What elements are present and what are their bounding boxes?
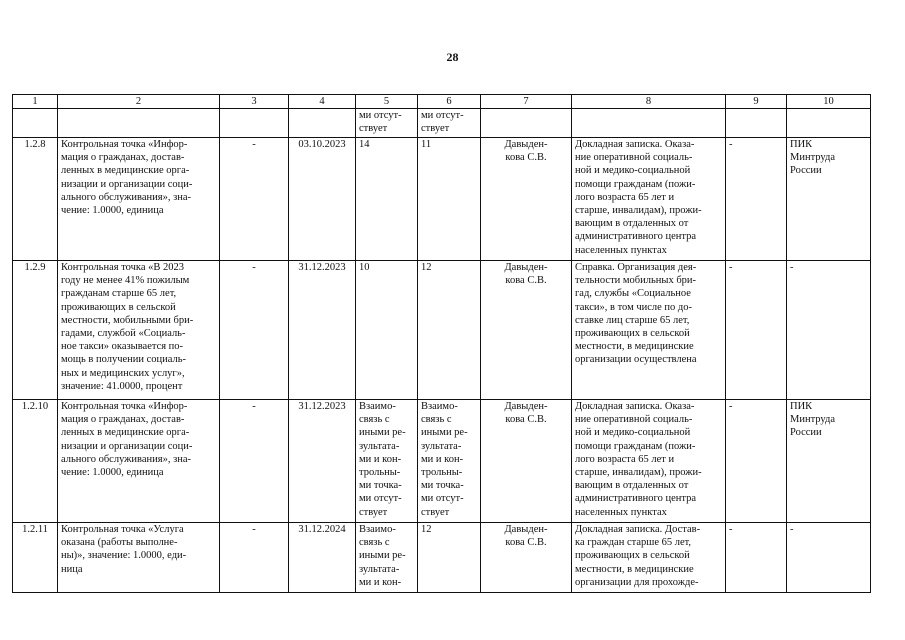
cell: ми отсут- ствует: [356, 109, 418, 138]
continuation-row: [13, 109, 871, 138]
responsible-person: Давыден- кова С.В.: [481, 523, 572, 593]
header-row: [13, 95, 871, 109]
cell: [787, 109, 871, 138]
control-point-description: Контрольная точка «В 2023 году не менее 41% пожилым гражданам старше 65 лет, проживающих в сельской местности, мобильными бри- гадами, службой «Социаль- ное такси» оказывается по- мощь в получении социаль- ных и медицинских услуг», значение: 41.0000, процент: [58, 261, 220, 400]
row-number: 1.2.9: [13, 261, 58, 400]
header-cell: 7: [481, 95, 572, 109]
header-cell: 8: [572, 95, 726, 109]
header-cell: 3: [220, 95, 289, 109]
table-row: [13, 138, 871, 261]
date-cell: 03.10.2023: [289, 138, 356, 261]
table-row: [13, 261, 871, 400]
date-cell: 31.12.2023: [289, 261, 356, 400]
cell: [58, 109, 220, 138]
cell: [13, 109, 58, 138]
responsible-person: Давыден- кова С.В.: [481, 138, 572, 261]
cell: 12: [418, 523, 481, 593]
header-cell: 6: [418, 95, 481, 109]
cell: Взаимо- связь с иными ре- зультата- ми и кон- трольны- ми точка- ми отсут- ствует: [418, 400, 481, 523]
cell: -: [726, 400, 787, 523]
date-cell: 31.12.2024: [289, 523, 356, 593]
cell: ПИК Минтруда России: [787, 138, 871, 261]
header-cell: 5: [356, 95, 418, 109]
responsible-person: Давыден- кова С.В.: [481, 261, 572, 400]
control-point-description: Контрольная точка «Инфор- мация о гражданах, достав- ленных в медицинские орга- низации и организации соци- ального обслуживания», зна- чение: 1.0000, единица: [58, 138, 220, 261]
control-point-description: Контрольная точка «Инфор- мация о гражданах, достав- ленных в медицинские орга- низации и организации соци- ального обслуживания», зна- чение: 1.0000, единица: [58, 400, 220, 523]
row-number: 1.2.11: [13, 523, 58, 593]
cell: [726, 109, 787, 138]
header-cell: 9: [726, 95, 787, 109]
document-description: Справка. Организация дея- тельности мобильных бри- гад, службы «Социальное такси», в том числе по до- ставке лиц старше 65 лет, проживающих в сельской местности, в медицинские организации осуществлена: [572, 261, 726, 400]
cell: -: [726, 261, 787, 400]
cell: ми отсут- ствует: [418, 109, 481, 138]
cell: ПИК Минтруда России: [787, 400, 871, 523]
cell: -: [726, 138, 787, 261]
cell: -: [726, 523, 787, 593]
cell: Взаимо- связь с иными ре- зультата- ми и кон-: [356, 523, 418, 593]
table-row: [13, 523, 871, 593]
responsible-person: Давыден- кова С.В.: [481, 400, 572, 523]
date-cell: 31.12.2023: [289, 400, 356, 523]
document-description: Докладная записка. Оказа- ние оперативной социаль- ной и медико-социальной помощи гражданам (пожи- лого возраста 65 лет и старше, инвалидам), прожи- вающим в отдаленных от административного центра населенных пунктах: [572, 138, 726, 261]
cell: [572, 109, 726, 138]
document-description: Докладная записка. Оказа- ние оперативной социаль- ной и медико-социальной помощи гражданам (пожи- лого возраста 65 лет и старше, инвалидам), прожи- вающим в отдаленных от административного центра населенных пунктах: [572, 400, 726, 523]
cell: -: [220, 400, 289, 523]
cell: -: [787, 261, 871, 400]
cell: -: [787, 523, 871, 593]
row-number: 1.2.10: [13, 400, 58, 523]
cell: 11: [418, 138, 481, 261]
header-cell: 2: [58, 95, 220, 109]
header-cell: 10: [787, 95, 871, 109]
row-number: 1.2.8: [13, 138, 58, 261]
cell: 12: [418, 261, 481, 400]
plan-table: [12, 94, 871, 593]
cell: -: [220, 261, 289, 400]
cell: -: [220, 138, 289, 261]
header-cell: 4: [289, 95, 356, 109]
header-cell: 1: [13, 95, 58, 109]
cell: 10: [356, 261, 418, 400]
table-row: [13, 400, 871, 523]
page-number: 28: [446, 50, 459, 64]
document-description: Докладная записка. Достав- ка граждан старше 65 лет, проживающих в сельской местности, в медицинские организации для прохожде-: [572, 523, 726, 593]
cell: [481, 109, 572, 138]
cell: Взаимо- связь с иными ре- зультата- ми и кон- трольны- ми точка- ми отсут- ствует: [356, 400, 418, 523]
control-point-description: Контрольная точка «Услуга оказана (работы выполне- ны)», значение: 1.0000, еди- ница: [58, 523, 220, 593]
cell: 14: [356, 138, 418, 261]
cell: [289, 109, 356, 138]
cell: -: [220, 523, 289, 593]
cell: [220, 109, 289, 138]
